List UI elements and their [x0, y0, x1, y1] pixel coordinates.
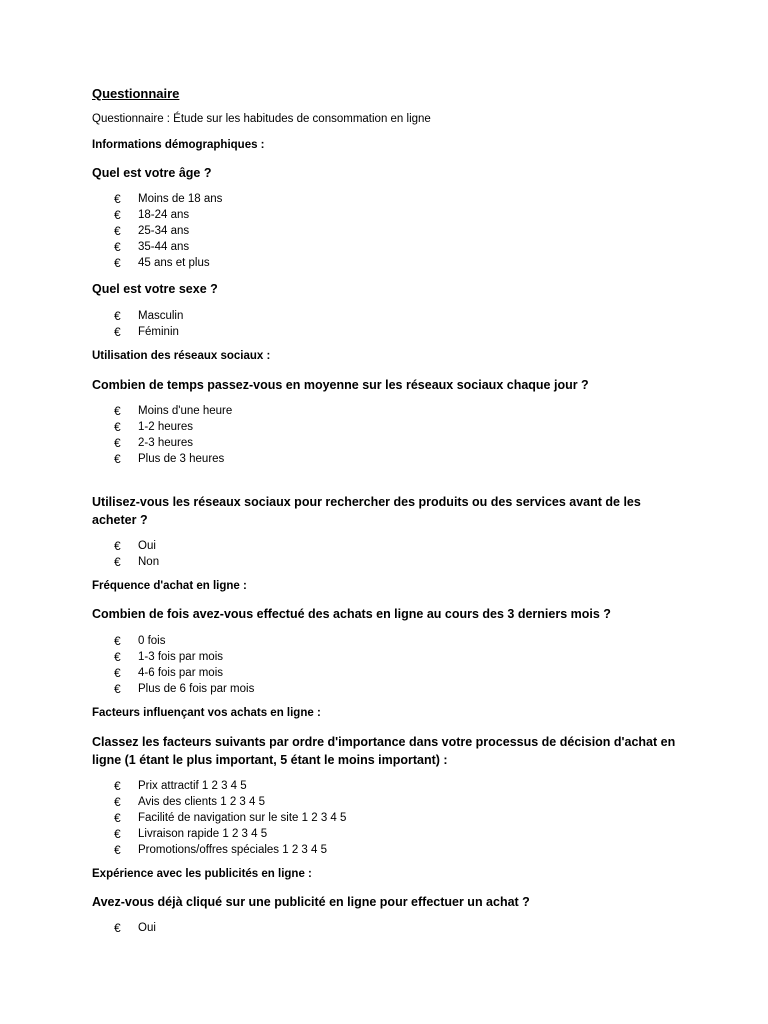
bullet-euro-icon: €	[114, 650, 121, 664]
options-purchase-count	[114, 633, 254, 697]
bullet-euro-icon: €	[114, 827, 121, 841]
bullet-euro-icon: €	[114, 634, 121, 648]
bullet-euro-icon: €	[114, 192, 121, 206]
option-label: Moins d'une heure	[138, 405, 233, 417]
bullet-euro-icon: €	[114, 452, 121, 466]
option-label: 0 fois	[138, 635, 166, 647]
question-research-products: Utilisez-vous les réseaux sociaux pour rechercher des produits ou des services avant de les acheter ?	[92, 495, 641, 527]
bullet-euro-icon: €	[114, 240, 121, 254]
option-item	[114, 794, 346, 810]
bullet-euro-icon: €	[114, 843, 121, 857]
option-item	[114, 191, 222, 207]
option-item	[114, 324, 183, 340]
bullet-euro-icon: €	[114, 325, 121, 339]
document-subtitle: Questionnaire : Étude sur les habitudes de consommation en ligne	[92, 113, 431, 125]
section-purchase-frequency: Fréquence d'achat en ligne :	[92, 580, 247, 592]
question-age: Quel est votre âge ?	[92, 166, 212, 180]
option-label: 25-34 ans	[138, 225, 190, 237]
option-item	[114, 826, 346, 842]
option-label: 45 ans et plus	[138, 257, 210, 269]
option-label: Livraison rapide 1 2 3 4 5	[138, 828, 268, 840]
option-item	[114, 239, 222, 255]
section-ads-experience: Expérience avec les publicités en ligne :	[92, 868, 312, 880]
bullet-euro-icon: €	[114, 921, 121, 935]
option-item	[114, 665, 254, 681]
question-rank-factors: Classez les facteurs suivants par ordre d'importance dans votre processus de décision d'achat en ligne (1 étant le plus important, 5 étant le moins important) :	[92, 735, 676, 767]
option-label: Oui	[138, 922, 156, 934]
option-item	[114, 255, 222, 271]
option-item	[114, 810, 346, 826]
bullet-euro-icon: €	[114, 224, 121, 238]
option-label: Prix attractif 1 2 3 4 5	[138, 780, 247, 792]
option-label: 18-24 ans	[138, 209, 190, 221]
bullet-euro-icon: €	[114, 309, 121, 323]
option-item	[114, 842, 346, 858]
question-time-on-social: Combien de temps passez-vous en moyenne sur les réseaux sociaux chaque jour ?	[92, 378, 589, 392]
question-purchase-count: Combien de fois avez-vous effectué des achats en ligne au cours des 3 derniers mois ?	[92, 607, 611, 621]
option-item	[114, 207, 222, 223]
option-label: Moins de 18 ans	[138, 193, 223, 205]
bullet-euro-icon: €	[114, 682, 121, 696]
question-clicked-ad: Avez-vous déjà cliqué sur une publicité en ligne pour effectuer un achat ?	[92, 895, 530, 909]
bullet-euro-icon: €	[114, 208, 121, 222]
options-clicked-ad	[114, 920, 156, 936]
option-label: Oui	[138, 540, 156, 552]
option-label: 2-3 heures	[138, 437, 193, 449]
bullet-euro-icon: €	[114, 436, 121, 450]
options-rank-factors	[114, 778, 346, 858]
section-demographics: Informations démographiques :	[92, 139, 265, 151]
options-sex	[114, 308, 183, 340]
option-item	[114, 920, 156, 936]
options-age	[114, 191, 222, 271]
option-label: Promotions/offres spéciales 1 2 3 4 5	[138, 844, 328, 856]
options-research-products	[114, 538, 159, 570]
option-label: 1-3 fois par mois	[138, 651, 224, 663]
option-label: 1-2 heures	[138, 421, 193, 433]
option-label: 35-44 ans	[138, 241, 190, 253]
bullet-euro-icon: €	[114, 539, 121, 553]
option-label: Féminin	[138, 326, 179, 338]
bullet-euro-icon: €	[114, 779, 121, 793]
bullet-euro-icon: €	[114, 404, 121, 418]
bullet-euro-icon: €	[114, 795, 121, 809]
option-item	[114, 419, 232, 435]
option-item	[114, 451, 232, 467]
section-social-usage: Utilisation des réseaux sociaux :	[92, 350, 271, 362]
option-item	[114, 633, 254, 649]
option-item	[114, 435, 232, 451]
option-label: Plus de 6 fois par mois	[138, 683, 255, 695]
document-title: Questionnaire	[92, 86, 180, 101]
option-item	[114, 778, 346, 794]
option-item	[114, 649, 254, 665]
option-item	[114, 223, 222, 239]
option-item	[114, 554, 159, 570]
option-label: Masculin	[138, 310, 184, 322]
bullet-euro-icon: €	[114, 256, 121, 270]
options-time-on-social	[114, 403, 232, 467]
option-label: Avis des clients 1 2 3 4 5	[138, 796, 265, 808]
bullet-euro-icon: €	[114, 811, 121, 825]
question-sex: Quel est votre sexe ?	[92, 282, 218, 296]
option-item	[114, 681, 254, 697]
option-item	[114, 538, 159, 554]
option-item	[114, 308, 183, 324]
bullet-euro-icon: €	[114, 666, 121, 680]
option-label: Facilité de navigation sur le site 1 2 3 4 5	[138, 812, 347, 824]
bullet-euro-icon: €	[114, 555, 121, 569]
section-factors: Facteurs influençant vos achats en ligne :	[92, 707, 321, 719]
option-item	[114, 403, 232, 419]
option-label: 4-6 fois par mois	[138, 667, 224, 679]
bullet-euro-icon: €	[114, 420, 121, 434]
option-label: Non	[138, 556, 160, 568]
option-label: Plus de 3 heures	[138, 453, 225, 465]
